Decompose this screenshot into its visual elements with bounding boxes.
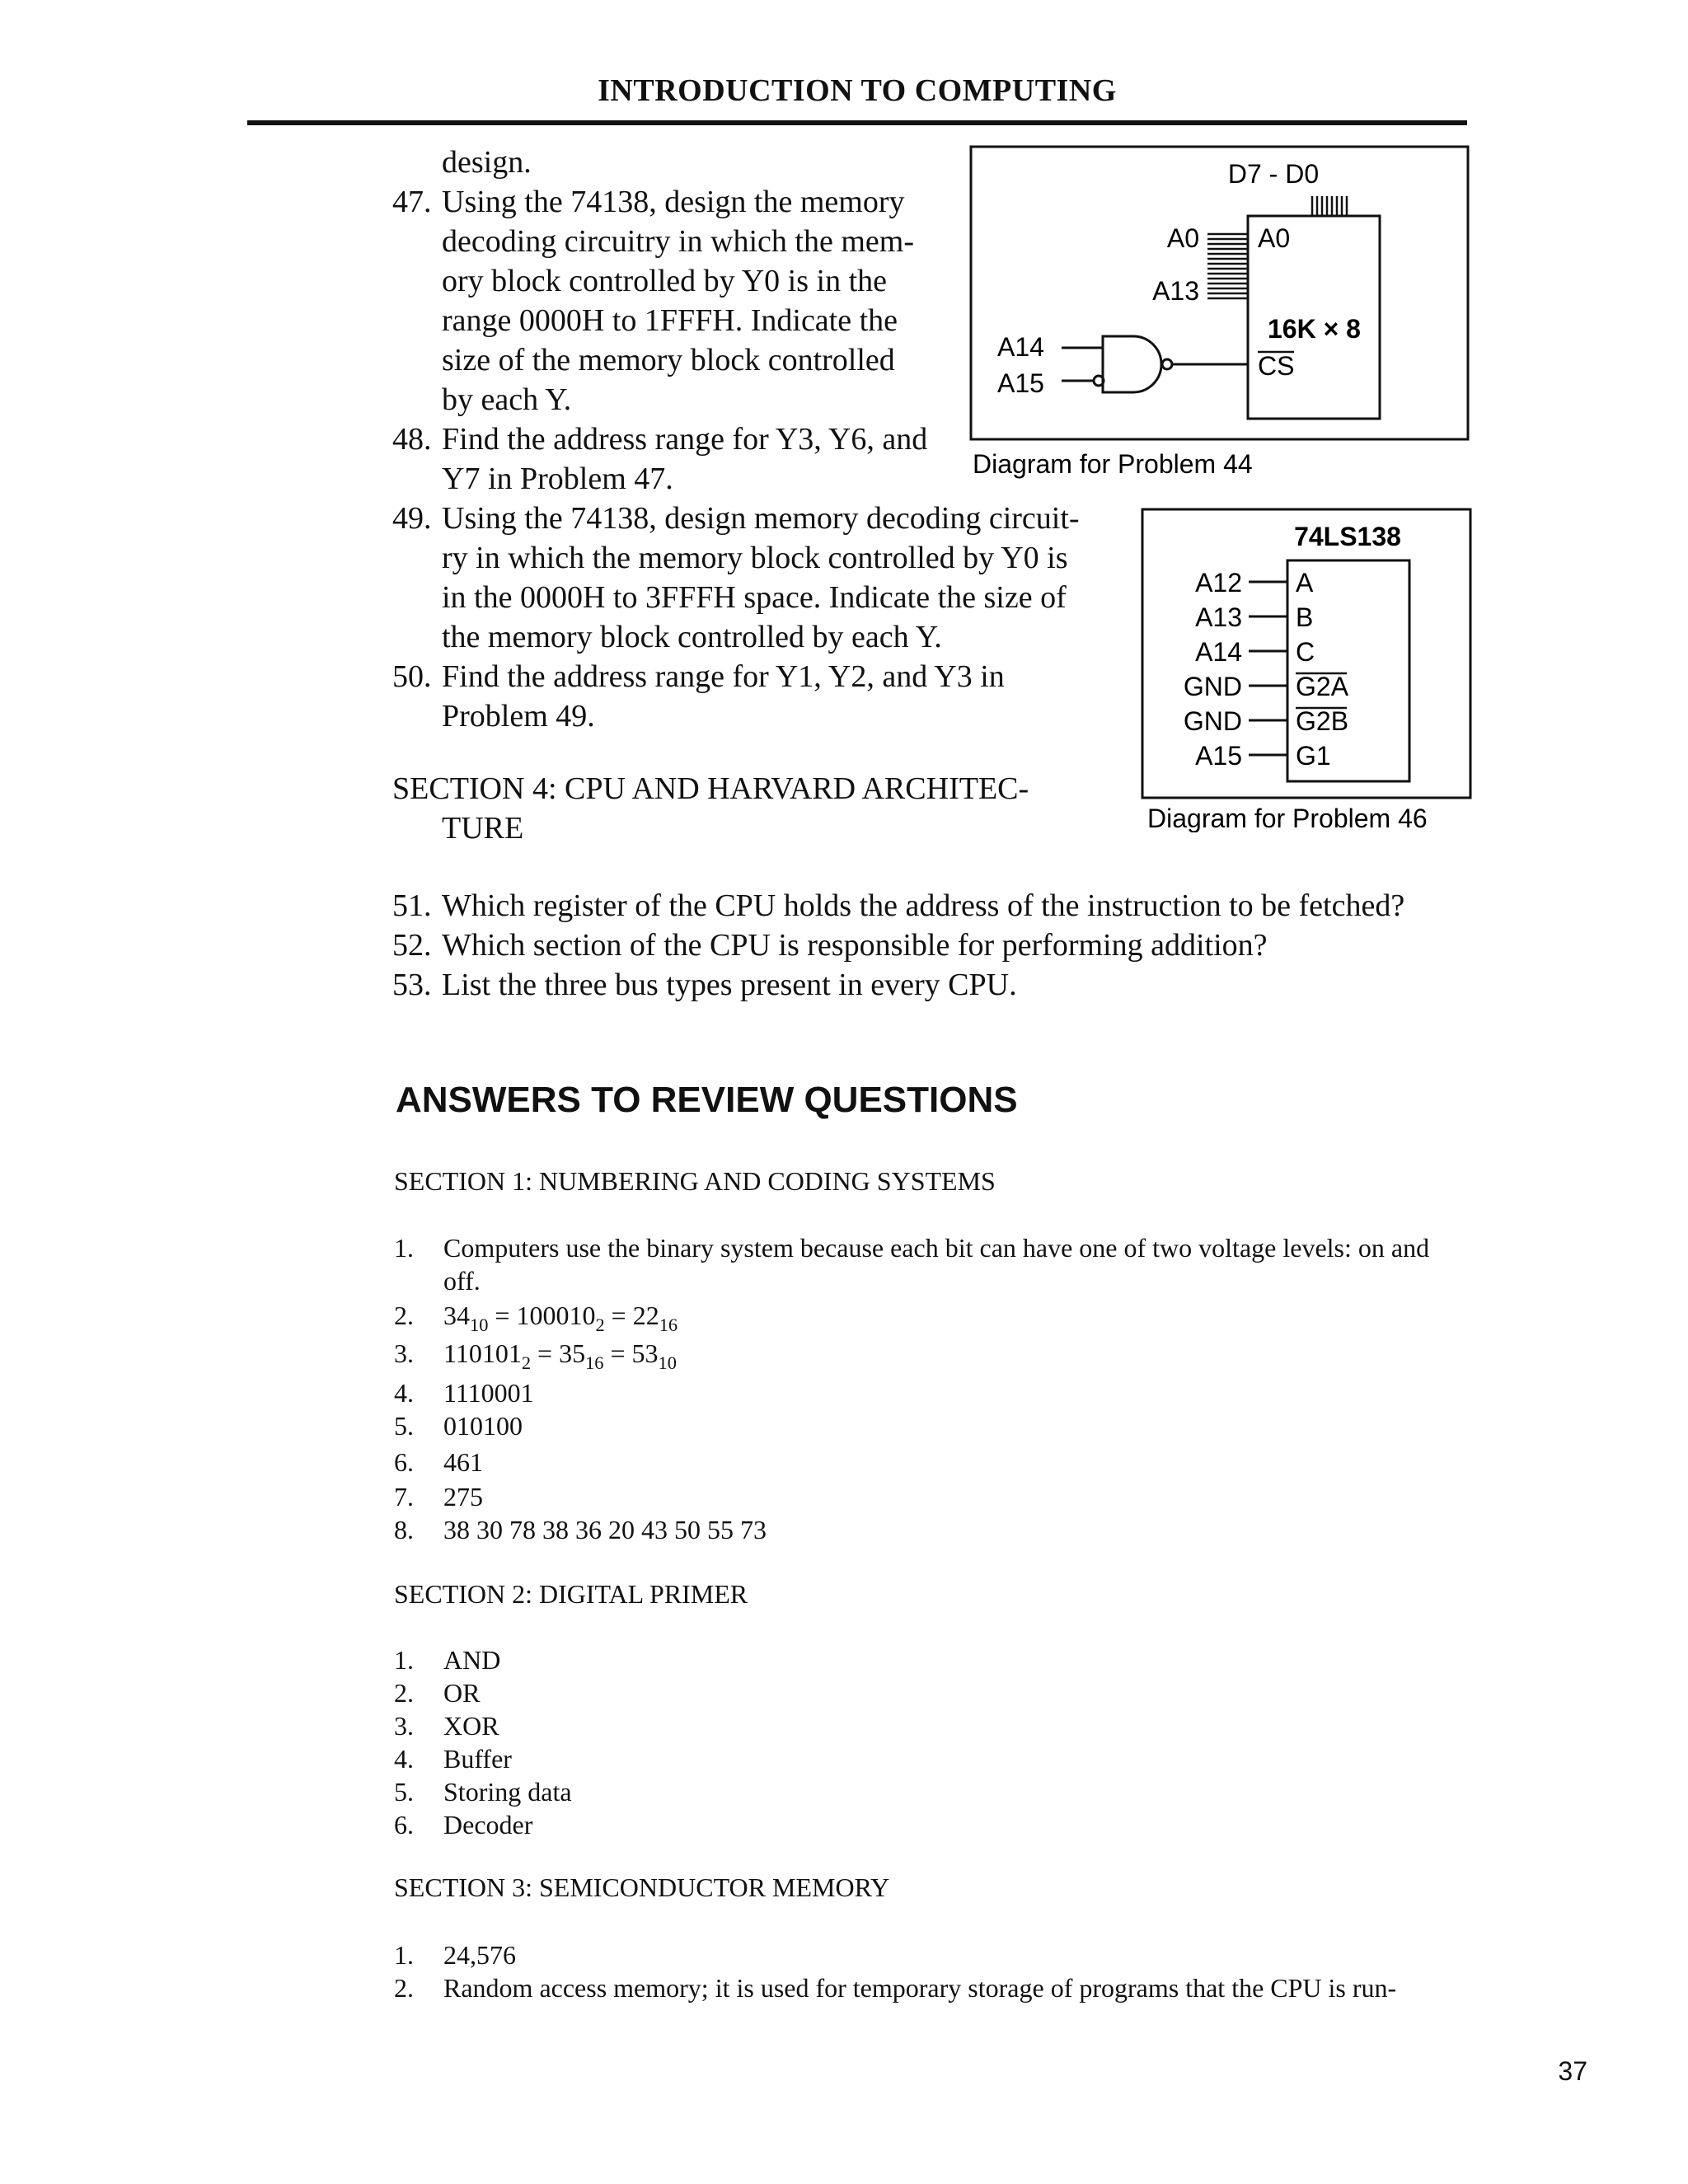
problem-line: the memory block controlled by each Y. — [442, 620, 942, 654]
diagram-problem-44 — [964, 140, 1475, 486]
decoder-chip-label: 74LS138 — [1294, 522, 1401, 551]
problem-line: Using the 74138, design memory decoding circuit- — [442, 501, 1080, 536]
answer-text: 461 — [443, 1447, 483, 1477]
problem-line: size of the memory block controlled — [442, 343, 895, 377]
problem-line: Using the 74138, design the memory — [442, 185, 905, 219]
section-4-line: TURE — [442, 811, 524, 846]
answer-text: $110101_2 = 35_{16} = 53_{10}$ — [443, 1338, 677, 1373]
input-label: A14 — [1195, 637, 1242, 667]
problem-number: 50. — [392, 659, 432, 694]
problem-line: ory block controlled by Y0 is in the — [442, 264, 887, 298]
answer-number: 8. — [394, 1515, 414, 1544]
problem-number: 49. — [392, 501, 432, 536]
gate-input-a14: A14 — [997, 332, 1044, 362]
problem-line: range 0000H to 1FFFH. Indicate the — [442, 303, 898, 338]
answer-text: 1110001 — [443, 1378, 534, 1408]
diagram-44-caption: Diagram for Problem 44 — [973, 449, 1253, 479]
problem-line: ry in which the memory block controlled by Y0 is — [442, 541, 1068, 575]
chip-select-pin: CS — [1258, 351, 1295, 381]
pin-label: A — [1296, 568, 1314, 598]
pin-label: C — [1296, 637, 1315, 667]
pin-label: G2A — [1296, 672, 1349, 701]
section-4-heading — [392, 769, 1118, 848]
answers-section-1-list — [394, 1231, 1490, 1693]
data-bus-lines — [1312, 196, 1347, 216]
problem-number: 51. — [392, 888, 432, 923]
answer-number: 2. — [394, 1301, 414, 1330]
problem-number: 47. — [392, 185, 432, 219]
chip-size-label: 16K × 8 — [1268, 314, 1361, 344]
input-label: GND — [1183, 706, 1242, 736]
header-rule — [247, 120, 1467, 125]
problem-46-continuation: design. — [442, 145, 532, 180]
chip-addr-pin: A0 — [1258, 223, 1291, 253]
address-bus-lines — [1207, 234, 1248, 298]
decoder-inputs — [1184, 568, 1242, 771]
problem-48 — [392, 419, 953, 499]
answer-number: 4. — [394, 1378, 414, 1408]
output-bubble — [1162, 359, 1172, 369]
problem-number: 48. — [392, 422, 432, 457]
answers-section-1-title: SECTION 1: NUMBERING AND CODING SYSTEMS — [394, 1166, 996, 1196]
pin-label: G1 — [1296, 741, 1331, 771]
problem-text: Which register of the CPU holds the address of the instruction to be fetched? — [442, 888, 1405, 923]
pin-label: G2B — [1296, 706, 1349, 736]
answers-section-3-title: SECTION 3: SEMICONDUCTOR MEMORY — [394, 1872, 890, 1902]
problem-line: decoding circuitry in which the mem- — [442, 224, 914, 259]
section-4-line: SECTION 4: CPU AND HARVARD ARCHITEC- — [392, 771, 1029, 806]
answer-number: 5. — [394, 1411, 414, 1441]
input-label: A15 — [1195, 741, 1242, 771]
answers-heading: ANSWERS TO REVIEW QUESTIONS — [396, 1080, 1018, 1120]
problem-47 — [392, 182, 941, 419]
answers-section-2-title: SECTION 2: DIGITAL PRIMER — [394, 1579, 748, 1609]
input-label: A13 — [1195, 602, 1242, 632]
diagram-problem-46 — [1137, 503, 1475, 832]
problem-51 — [392, 886, 1489, 926]
answer-number: 6. — [394, 1447, 414, 1477]
addr-bottom-label: A13 — [1152, 276, 1199, 306]
answer-text: 38 30 78 38 36 20 43 50 55 73 — [443, 1515, 767, 1544]
decoder-pins — [1296, 568, 1349, 771]
decoder-input-wires — [1249, 582, 1287, 755]
pin-label: B — [1296, 602, 1314, 632]
answers-section-2-list: 1. AND 2. OR 3. XOR 4. Buffer 5. Storing data 6. Decoder — [394, 1645, 572, 1840]
answer-text: Computers use the binary system because each bit can have one of two voltage levels: on and — [443, 1233, 1430, 1263]
problem-text: List the three bus types present in every CPU. — [442, 968, 1017, 1002]
nand-gate — [1103, 336, 1161, 392]
answers-section-3-list: 1. 24,576 2. Random access memory; it is used for temporary storage of programs that the CPU is run- — [394, 1940, 1397, 2003]
problem-49 — [392, 499, 1118, 657]
answer-number: 1. — [394, 1233, 414, 1263]
problems-51-53 — [392, 886, 1489, 1005]
problem-line: in the 0000H to 3FFFH space. Indicate the size of — [442, 580, 1067, 615]
problem-53 — [392, 965, 1489, 1005]
running-head: INTRODUCTION TO COMPUTING — [598, 73, 1117, 108]
addr-top-label: A0 — [1166, 223, 1199, 253]
problem-line: by each Y. — [442, 382, 572, 417]
problem-number: 53. — [392, 968, 432, 1002]
problem-50 — [392, 657, 1118, 736]
problem-line: Y7 in Problem 47. — [442, 462, 673, 496]
problem-line: Find the address range for Y3, Y6, and — [442, 422, 928, 457]
gate-input-a15: A15 — [997, 368, 1044, 398]
answer-number: 3. — [394, 1338, 414, 1368]
answer-text: off. — [443, 1266, 481, 1296]
input-label: A12 — [1195, 568, 1242, 598]
answer-number: 7. — [394, 1482, 414, 1511]
answer-text: 010100 — [443, 1411, 523, 1441]
diagram-46-caption: Diagram for Problem 46 — [1147, 804, 1428, 832]
problem-line: Find the address range for Y1, Y2, and Y3 in — [442, 659, 1005, 694]
page-number: 37 — [1558, 2056, 1587, 2086]
data-bus-label: D7 - D0 — [1227, 159, 1320, 189]
input-label: GND — [1183, 672, 1242, 701]
problem-line: Problem 49. — [442, 699, 595, 733]
problem-number: 52. — [392, 928, 432, 963]
problem-text: Which section of the CPU is responsible for performing addition? — [442, 928, 1268, 963]
answer-text: $34_{10} = 100010_2 = 22_{16}$ — [443, 1301, 678, 1335]
answer-text: 275 — [443, 1482, 483, 1511]
problem-52 — [392, 926, 1489, 965]
